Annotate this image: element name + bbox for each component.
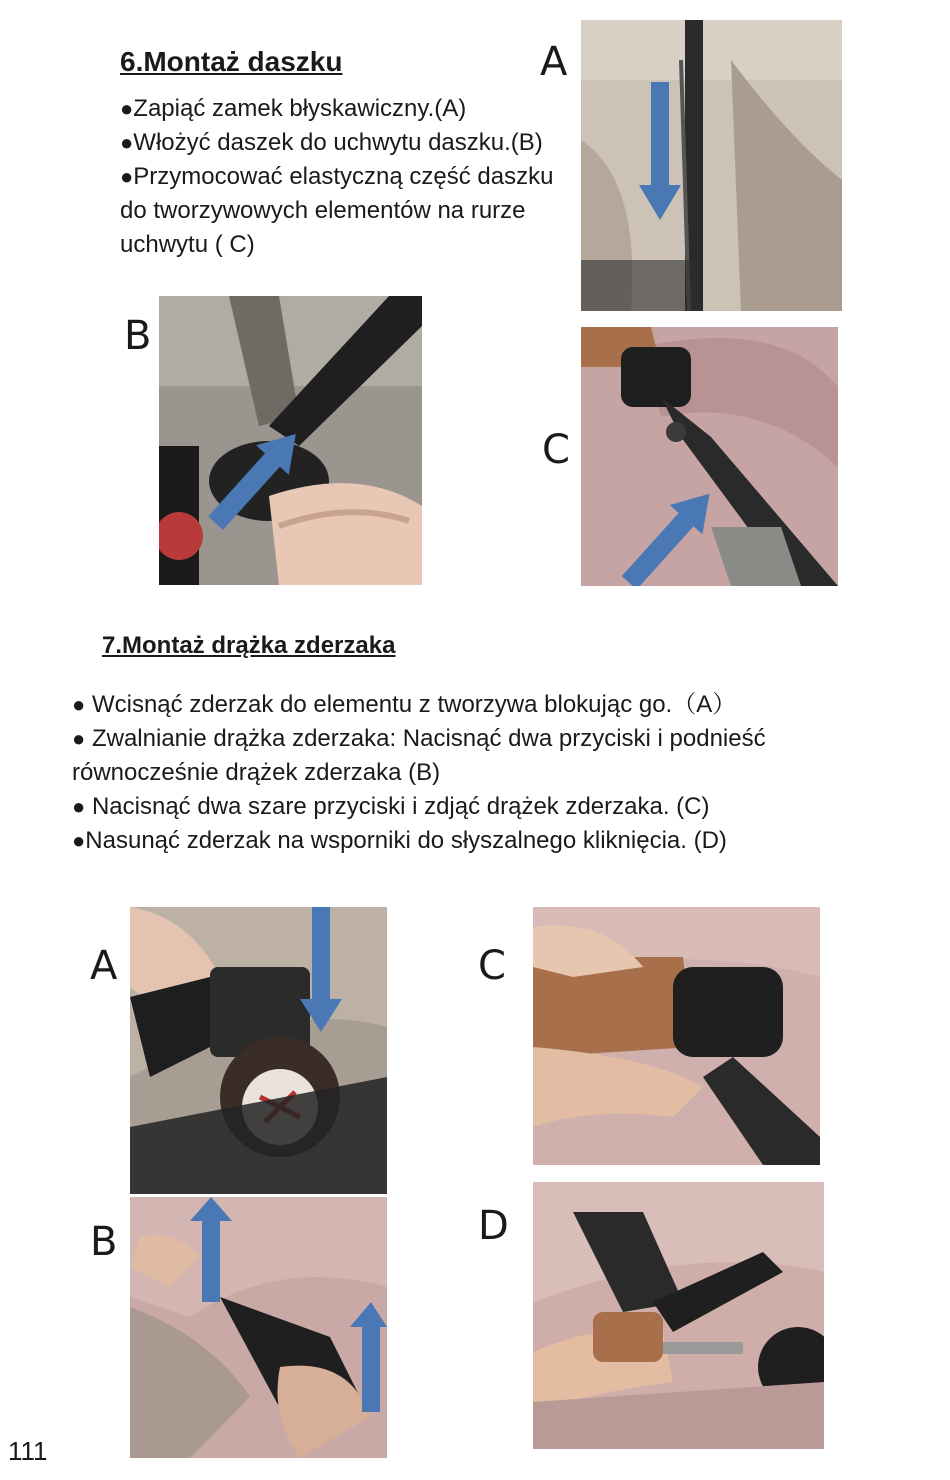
- bullet-text: Wcisnąć zderzak do elementu z tworzywa blokując go.（A）: [85, 691, 737, 718]
- bullet-text: Nasunąć zderzak na wsporniki do słyszalnego kliknięcia. (D): [85, 827, 727, 854]
- bullet-icon: ●: [72, 794, 86, 819]
- photo-zipper: [581, 20, 842, 311]
- bullet-icon: ●: [72, 828, 86, 853]
- photo-label-a: A: [90, 943, 118, 989]
- photo-label-b: B: [90, 1219, 118, 1265]
- section-6-bullets: [120, 92, 560, 262]
- photo-elastic-attach: [581, 327, 838, 586]
- list-item: [72, 824, 892, 858]
- bullet-text: Włożyć daszek do uchwytu daszku.(B): [133, 129, 543, 156]
- list-item: [72, 722, 892, 790]
- bullet-text: Zwalnianie drążka zderzaka: Nacisnąć dwa przyciski i podnieść równocześnie drążek zderzaka (B): [72, 725, 766, 786]
- bullet-icon: ●: [120, 164, 134, 189]
- list-item: [72, 790, 892, 824]
- bullet-icon: ●: [120, 130, 134, 155]
- bullet-icon: ●: [72, 726, 86, 751]
- bullet-text: Przymocować elastyczną część daszku do tworzywowych elementów na rurze uchwytu ( C): [120, 163, 554, 258]
- list-item: [120, 126, 560, 160]
- list-item: [72, 688, 892, 722]
- bullet-icon: ●: [72, 692, 86, 717]
- photo-label-a: A: [540, 39, 568, 85]
- list-item: [120, 92, 560, 126]
- photo-bumper-release: [130, 1197, 387, 1458]
- photo-bumper-remove: [533, 907, 820, 1165]
- photo-label-c: C: [478, 943, 506, 989]
- bullet-text: Nacisnąć dwa szare przyciski i zdjąć drążek zderzaka. (C): [85, 793, 710, 820]
- page-number: 111: [8, 1436, 48, 1466]
- photo-label-d: D: [478, 1203, 509, 1249]
- bullet-text: Zapiąć zamek błyskawiczny.(A): [133, 95, 467, 122]
- section-7-bullets: [72, 688, 892, 858]
- section-6-title: 6.Montaż daszku: [120, 46, 343, 77]
- photo-label-c: C: [542, 427, 570, 473]
- bullet-icon: ●: [120, 96, 134, 121]
- photo-label-b: B: [124, 313, 152, 359]
- photo-canopy-holder: [159, 296, 422, 585]
- photo-bumper-attach: [533, 1182, 824, 1449]
- photo-bumper-insert: [130, 907, 387, 1194]
- section-7-title: 7.Montaż drążka zderzaka: [102, 632, 396, 659]
- list-item: [120, 160, 560, 262]
